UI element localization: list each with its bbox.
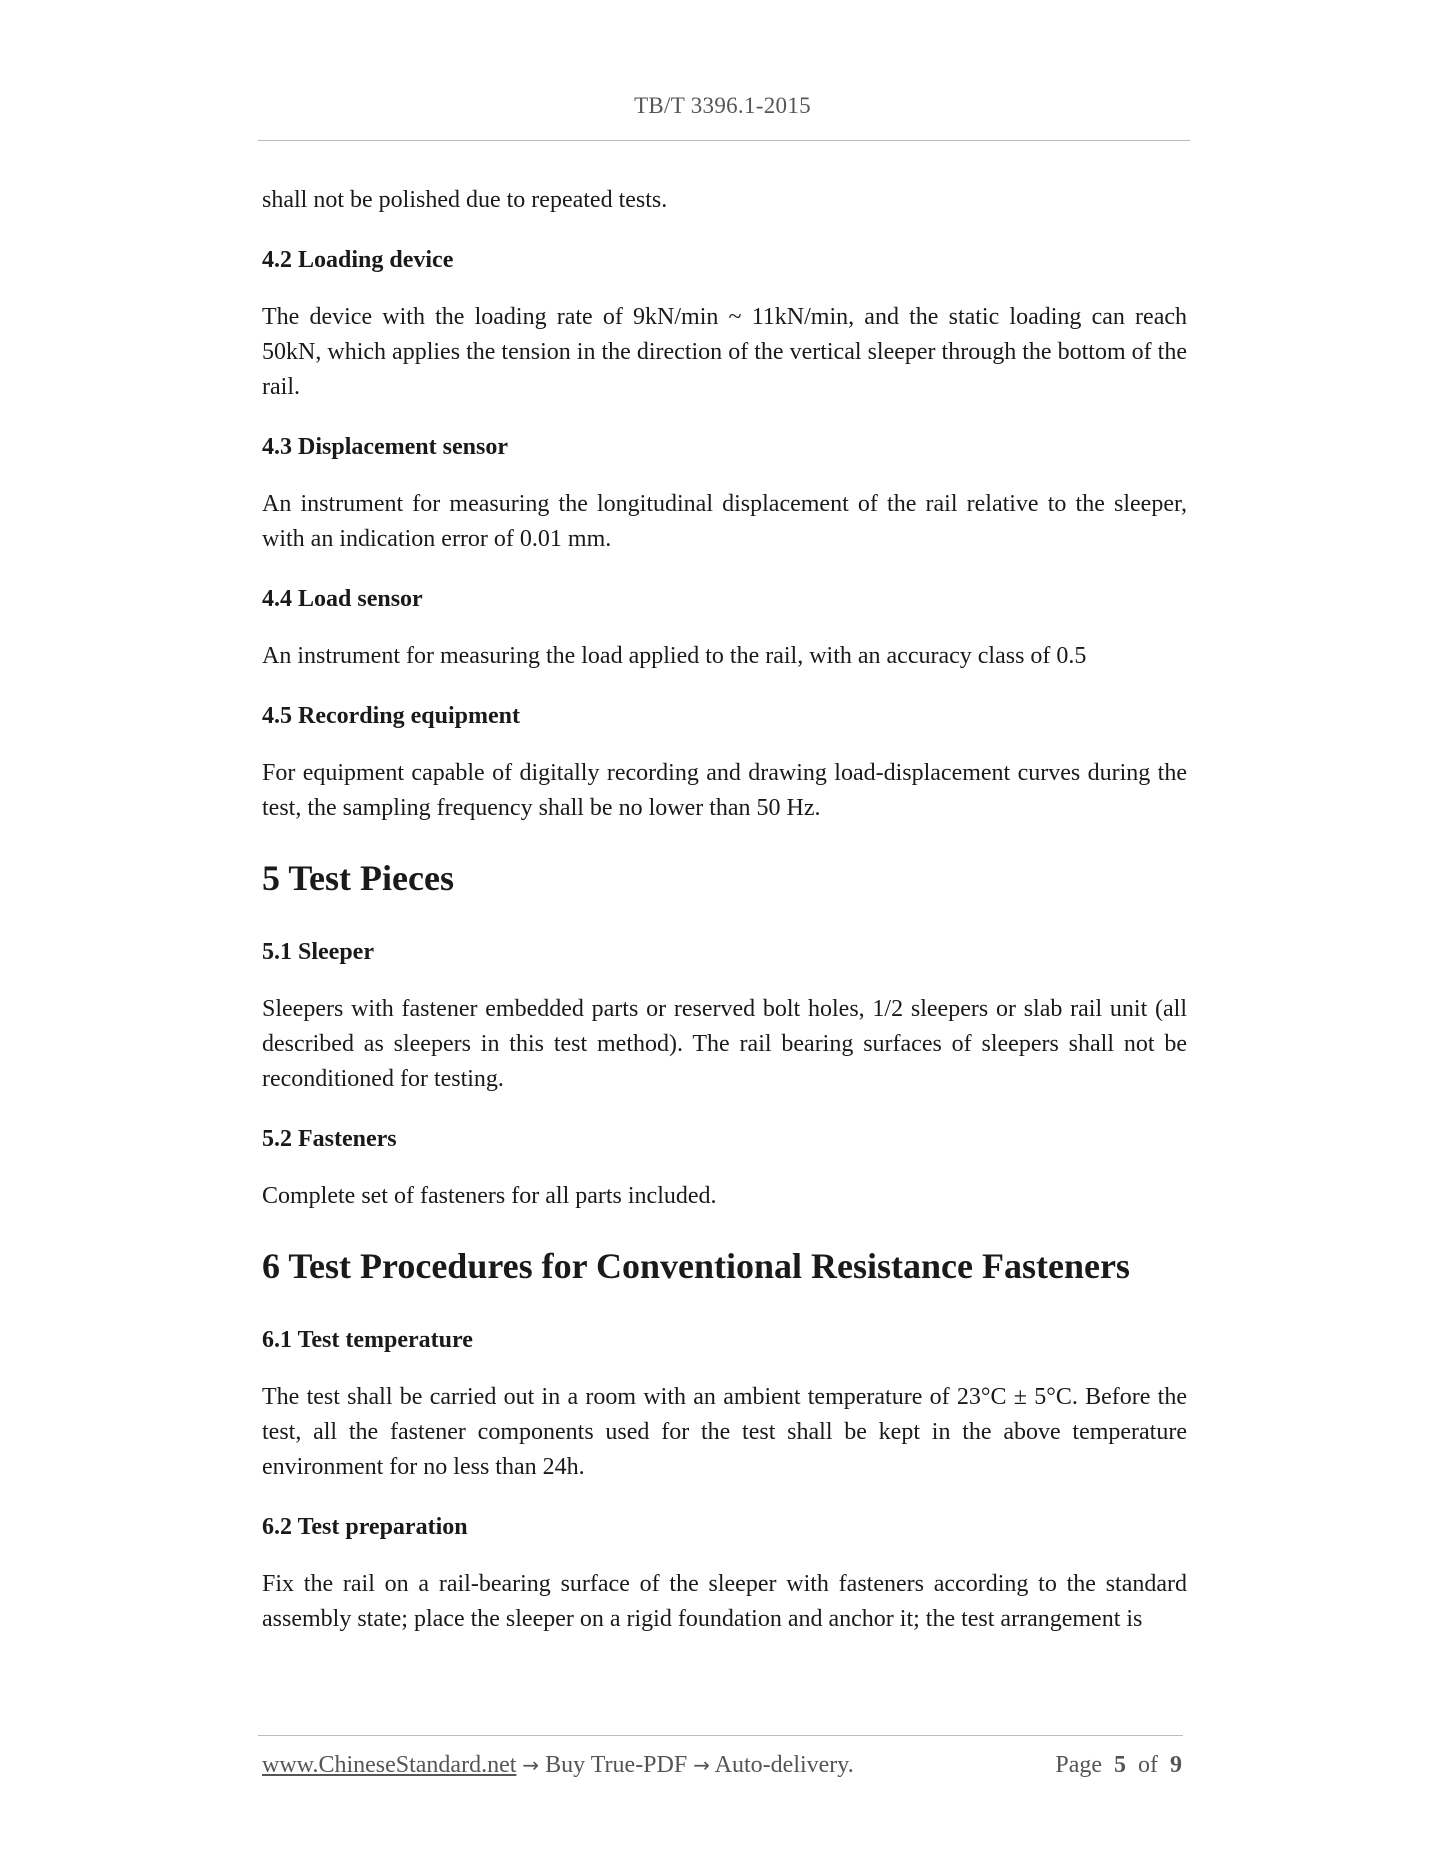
- section-4-4-text: An instrument for measuring the load applied to the rail, with an accuracy class of 0.5: [262, 643, 1087, 669]
- section-6-1-heading: 6.1 Test temperature: [262, 1327, 473, 1353]
- total-pages: 9: [1170, 1752, 1182, 1778]
- section-6-1-text: The test shall be carried out in a room with an ambient temperature of 23°C ± 5°C. Before the test, all the fastener components used for the test shall be kept in the above temperature environment for no less than 24h.: [262, 1384, 1187, 1480]
- section-5-2-heading: 5.2 Fasteners: [262, 1126, 397, 1152]
- section-6-heading: 6 Test Procedures for Conventional Resistance Fasteners: [262, 1246, 1130, 1286]
- section-6-2-text: Fix the rail on a rail-bearing surface of the sleeper with fasteners according to the standard assembly state; place the sleeper on a rigid foundation and anchor it; the test arrangement is: [262, 1571, 1187, 1632]
- intro-paragraph: shall not be polished due to repeated tests.: [262, 187, 668, 213]
- footer-divider: [258, 1735, 1183, 1736]
- arrow-right-icon: →: [693, 1753, 710, 1777]
- footer-promo: [262, 1752, 854, 1779]
- section-4-5-text: For equipment capable of digitally recording and drawing load-displacement curves during the test, the sampling frequency shall be no lower than 50 Hz.: [262, 760, 1187, 821]
- section-6-2-heading: 6.2 Test preparation: [262, 1514, 468, 1540]
- section-4-5-heading: 4.5 Recording equipment: [262, 703, 520, 729]
- site-link[interactable]: www.ChineseStandard.net: [262, 1752, 517, 1778]
- page-label: Page: [1055, 1752, 1102, 1778]
- delivery-text: Auto-delivery.: [714, 1752, 854, 1778]
- section-5-2-text: Complete set of fasteners for all parts included.: [262, 1183, 717, 1209]
- section-4-2-text: The device with the loading rate of 9kN/min ~ 11kN/min, and the static loading can reach 50kN, which applies the tension in the direction of the vertical sleeper through the bottom of the rail.: [262, 304, 1187, 400]
- section-4-3-text: An instrument for measuring the longitudinal displacement of the rail relative to the sleeper, with an indication error of 0.01 mm.: [262, 491, 1187, 552]
- page-number: 5: [1114, 1752, 1126, 1778]
- page-header-title: TB/T 3396.1-2015: [634, 93, 811, 118]
- page-content: [262, 183, 1187, 1664]
- page-indicator: [1055, 1752, 1182, 1779]
- section-4-3-heading: 4.3 Displacement sensor: [262, 434, 508, 460]
- arrow-right-icon: →: [522, 1753, 540, 1777]
- section-4-2-heading: 4.2 Loading device: [262, 247, 454, 273]
- buy-text: Buy True-PDF: [545, 1752, 688, 1778]
- header-divider: [258, 140, 1190, 141]
- section-4-4-heading: 4.4 Load sensor: [262, 586, 423, 612]
- section-5-1-text: Sleepers with fastener embedded parts or reserved bolt holes, 1/2 sleepers or slab rail unit (all described as sleepers in this test method). The rail bearing surfaces of sleepers shall not be reconditioned for testing.: [262, 996, 1187, 1092]
- of-label: of: [1138, 1752, 1158, 1778]
- section-5-1-heading: 5.1 Sleeper: [262, 939, 374, 965]
- section-5-heading: 5 Test Pieces: [262, 858, 454, 898]
